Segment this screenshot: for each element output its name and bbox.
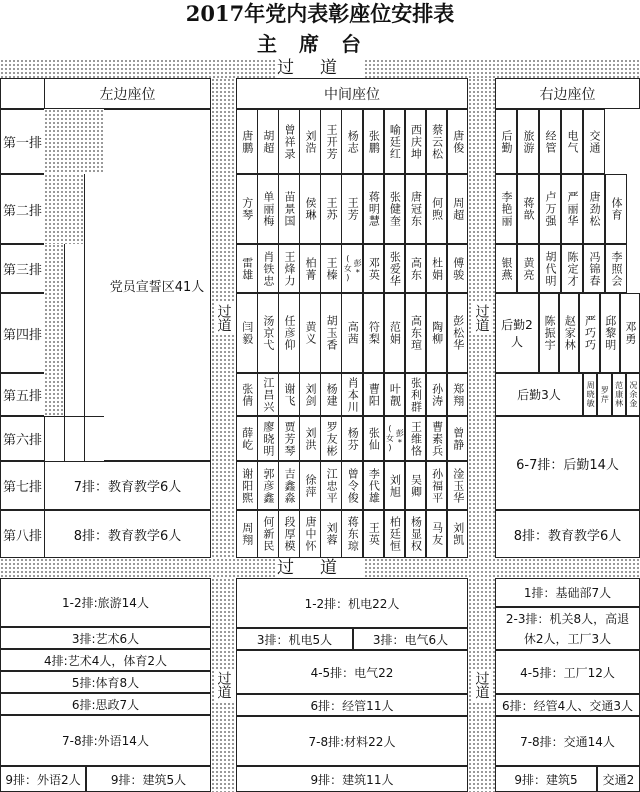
seat-name: 银燕 (500, 256, 513, 281)
seat-name: 曾静 (451, 426, 465, 451)
seat-name: 蒋东琼 (346, 516, 360, 552)
seat-name: 曹阳 (367, 382, 381, 407)
seat-name: 张利群 (409, 376, 423, 413)
seat-mid-r5-c1 (236, 373, 258, 416)
right-aisle-lower (468, 578, 495, 792)
seat-mid-r7-c5 (320, 461, 342, 510)
oath-area: 党员宣誓区41人 (104, 109, 211, 461)
seat-right-r4-c4 (559, 293, 579, 373)
seat-name: 蒋明慧 (367, 191, 381, 227)
seat-mid-r6-c7 (363, 416, 385, 461)
row-label-1: 第一排 (0, 109, 45, 174)
seat-mid-r2-c3 (278, 174, 300, 244)
seat-right-r5-c5 (583, 373, 597, 416)
seat-name: 彭*(女) (343, 254, 363, 283)
left-aisle-lower-label: 过道 (215, 671, 232, 699)
seat-mid-r1-c11 (447, 109, 469, 174)
bm-rows-4-5: 4-5排：电气22 (236, 650, 468, 694)
seat-mid-r5-c7 (363, 373, 385, 416)
right-aisle-lower-label: 过道 (473, 671, 490, 699)
seat-name: 卢万强 (544, 191, 557, 227)
row-label-4: 第四排 (0, 293, 45, 373)
seat-name: 高东 (409, 256, 423, 281)
podium-label: 主席台 (257, 32, 383, 56)
seat-mid-r4-c3 (278, 293, 300, 373)
seat-mid-r2-c8 (384, 174, 406, 244)
left-dots-r3 (44, 244, 64, 416)
bl-row-9a: 9排：外语2人 (0, 766, 86, 792)
row-label-5: 第五排 (0, 373, 45, 416)
oath-border-c (44, 416, 104, 461)
seat-name: 黄义 (304, 321, 318, 345)
seat-mid-r3-c3 (278, 244, 300, 293)
seat-right-r1-c4 (561, 109, 583, 174)
seat-name: 张倩 (240, 382, 254, 407)
seat-name: 邓英 (367, 256, 381, 281)
seat-name: 周翔 (240, 522, 254, 546)
seat-name: 杨芬 (346, 426, 360, 451)
seat-right-r2-c3 (539, 174, 561, 244)
seat-mid-r4-c9 (405, 293, 427, 373)
seat-right-r1-c3 (539, 109, 561, 174)
seat-name: 蒋歆 (522, 197, 535, 221)
top-aisle-label: 过道 (277, 58, 363, 78)
seat-name: 雷雄 (240, 256, 254, 281)
seat-name: 段厚模 (282, 516, 296, 552)
seat-mid-r4-c6 (341, 293, 363, 373)
seat-name: 李照会 (610, 250, 623, 287)
right-row8: 8排：教育教学6人 (495, 510, 640, 558)
seat-name: 杨显权 (409, 516, 423, 552)
seat-name: 胡代明 (544, 250, 557, 287)
seat-name: 彭*(女) (385, 424, 405, 453)
seat-mid-r3-c6 (341, 244, 363, 293)
seat-mid-r7-c2 (257, 461, 279, 510)
seat-name: 喻廷红 (388, 123, 402, 160)
seat-right-r1-c5 (583, 109, 605, 174)
seat-mid-r1-c8 (384, 109, 406, 174)
seat-name: 冯锦春 (588, 250, 601, 287)
left-row8: 8排：教育教学6人 (44, 510, 211, 558)
bl-row-3: 3排:艺术6人 (0, 627, 211, 649)
seat-name: 电气 (566, 129, 579, 154)
row-label-6: 第六排 (0, 416, 45, 461)
seat-mid-r7-c8 (384, 461, 406, 510)
bm-row-3a: 3排：机电5人 (236, 628, 353, 650)
br-row-6: 6排：经管4人、交通3人 (495, 694, 640, 716)
seat-mid-r7-c1 (236, 461, 258, 510)
bm-row-9: 9排：建筑11人 (236, 766, 468, 792)
seat-name: 徐萍 (304, 473, 318, 498)
seat-name: 周超 (451, 197, 465, 221)
seat-mid-r1-c3 (278, 109, 300, 174)
seat-mid-r3-c1 (236, 244, 258, 293)
br-row-1: 1排：基础部7人 (495, 578, 640, 607)
bl-row-9b: 9排：建筑5人 (86, 766, 211, 792)
right-aisle-upper (468, 78, 495, 558)
seat-mid-r8-c6 (341, 510, 363, 558)
seat-mid-r8-c11 (447, 510, 469, 558)
seat-name: 高茜 (346, 321, 360, 345)
seat-mid-r4-c2 (257, 293, 279, 373)
seat-mid-r3-c10 (426, 244, 448, 293)
right-aisle-label: 过道 (473, 304, 490, 332)
seat-mid-r5-c8 (384, 373, 406, 416)
seat-name: 唐劲松 (588, 191, 601, 227)
seat-mid-r5-c10 (426, 373, 448, 416)
seat-name: 王烽力 (282, 250, 296, 287)
seat-mid-r8-c1 (236, 510, 258, 558)
seat-name: 廖晓明 (261, 420, 275, 457)
seat-name: 黄亮 (522, 256, 535, 281)
seat-name: 方琴 (240, 197, 254, 221)
seat-name: 汤京弋 (261, 315, 275, 351)
bl-row-5: 5排:体育8人 (0, 671, 211, 693)
seat-name: 张爱华 (388, 250, 402, 287)
seat-mid-r4-c7 (363, 293, 385, 373)
seat-name: 曾令俊 (346, 467, 360, 504)
seat-mid-r1-c9 (405, 109, 427, 174)
seat-mid-r5-c11 (447, 373, 469, 416)
seat-name: 范康林 (614, 381, 624, 408)
middle-aisle (0, 558, 640, 578)
seat-name: 闫毅 (240, 321, 254, 345)
seat-name: 罗友彬 (325, 420, 339, 457)
seat-name: 刘剑 (304, 382, 318, 407)
seat-name: 吉鑫淼 (282, 467, 296, 504)
page-title: 2017年党内表彰座位安排表 (185, 1, 455, 26)
seat-mid-r1-c4 (299, 109, 321, 174)
seat-mid-r1-c5 (320, 109, 342, 174)
seat-name: 旅游 (522, 129, 535, 154)
seat-name: 罗芹 (600, 385, 610, 404)
left-aisle-label: 过道 (215, 304, 232, 332)
br-row-9a: 9排：建筑5 (495, 766, 597, 792)
seat-mid-r6-c3 (278, 416, 300, 461)
seat-name: 刘浩 (304, 129, 318, 154)
seat-name: 唐鹏 (240, 129, 254, 154)
seat-name: 肖铁忠 (261, 250, 275, 287)
seat-mid-r3-c2 (257, 244, 279, 293)
seat-right-r2-c2 (517, 174, 539, 244)
bm-rows-7-8: 7-8排:材料22人 (236, 716, 468, 766)
right-section-header: 右边座位 (495, 78, 640, 109)
seat-name: 傅骏 (451, 256, 465, 281)
seat-name: 王英 (367, 522, 381, 546)
seat-mid-r1-c1 (236, 109, 258, 174)
seat-name: 符梨 (367, 321, 381, 345)
br-rows-7-8: 7-8排：交通14人 (495, 716, 640, 766)
br-rows-2-3: 2-3排：机关8人，高退休2人，工厂3人 (495, 607, 640, 650)
left-dots-r1 (44, 109, 104, 174)
right-row6-7: 6-7排：后勤14人 (495, 416, 640, 510)
seat-mid-r8-c4 (299, 510, 321, 558)
seat-mid-r2-c10 (426, 174, 448, 244)
seat-mid-r8-c2 (257, 510, 279, 558)
seat-mid-r5-c2 (257, 373, 279, 416)
br-row-9b: 交通2 (597, 766, 640, 792)
seat-name: 唐俊 (451, 129, 465, 154)
seat-name: 刘洪 (304, 426, 318, 451)
seat-name: 唐中怀 (304, 516, 318, 552)
seat-name: 高东瑄 (409, 315, 423, 351)
seat-name: 彭松华 (451, 315, 465, 351)
seat-right-r2-c1 (495, 174, 517, 244)
seat-name: 交通 (588, 129, 601, 154)
seat-mid-r5-c5 (320, 373, 342, 416)
seat-mid-r8-c8 (384, 510, 406, 558)
seat-mid-r7-c7 (363, 461, 385, 510)
seat-name: 吴卿 (409, 473, 423, 498)
seat-mid-r4-c1 (236, 293, 258, 373)
seat-name: 单丽梅 (261, 191, 275, 227)
seat-mid-r3-c11 (447, 244, 469, 293)
seat-right-r3-c1 (495, 244, 517, 293)
top-aisle (0, 59, 640, 78)
seat-right-r4-c5 (579, 293, 599, 373)
seat-name: 马友 (430, 522, 444, 546)
seat-name: 王维恪 (409, 420, 423, 457)
seat-name: 郭彦鑫 (261, 467, 275, 504)
seat-name: 张鹏 (367, 129, 381, 154)
bm-row-6: 6排：经管11人 (236, 694, 468, 716)
seat-name: 孙涛 (430, 382, 444, 407)
seat-name: 王开芳 (325, 123, 339, 160)
seat-mid-r3-c9 (405, 244, 427, 293)
seat-name: 周晓敏 (586, 381, 596, 408)
seat-mid-r4-c10 (426, 293, 448, 373)
seat-mid-r2-c2 (257, 174, 279, 244)
seat-name: 叶靓 (388, 382, 402, 407)
seat-name: 邓勇 (623, 321, 637, 345)
seat-name: 胡超 (261, 129, 275, 154)
left-aisle-lower (211, 578, 236, 792)
seat-right-r1-c1 (495, 109, 517, 174)
seat-mid-r2-c7 (363, 174, 385, 244)
corner-cell (0, 78, 45, 109)
seat-name: 陈振宇 (543, 315, 557, 351)
row-label-2: 第二排 (0, 174, 45, 244)
seat-mid-r2-c4 (299, 174, 321, 244)
seat-mid-r4-c4 (299, 293, 321, 373)
seat-right-r5-c8 (626, 373, 640, 416)
seat-name: 范娟 (388, 321, 402, 345)
seat-name: 体育 (610, 197, 623, 221)
seat-right-r3-c5 (583, 244, 605, 293)
seat-mid-r8-c5 (320, 510, 342, 558)
seat-name: 孙福平 (430, 467, 444, 504)
seat-mid-r6-c9 (405, 416, 427, 461)
seat-name: 肖本川 (346, 376, 360, 413)
seat-name: 王芳 (346, 197, 360, 221)
seat-mid-r3-c7 (363, 244, 385, 293)
seat-mid-r3-c4 (299, 244, 321, 293)
seat-mid-r2-c11 (447, 174, 469, 244)
seat-mid-r7-c11 (447, 461, 469, 510)
seat-name: 何新民 (261, 516, 275, 552)
seat-name: 江昌兴 (261, 376, 275, 413)
right-row4-houqin: 后勤2人 (495, 293, 539, 373)
seat-name: 江忠平 (325, 467, 339, 504)
seat-mid-r5-c4 (299, 373, 321, 416)
seat-right-r4-c7 (620, 293, 640, 373)
seat-mid-r1-c6 (341, 109, 363, 174)
seat-name: 侯琳 (304, 197, 318, 221)
bl-rows-1-2: 1-2排:旅游14人 (0, 578, 211, 627)
seat-name: 柏菁 (304, 256, 318, 281)
seat-right-r5-c6 (597, 373, 611, 416)
seat-mid-r6-c2 (257, 416, 279, 461)
seat-right-r3-c3 (539, 244, 561, 293)
bl-row-4: 4排:艺术4人，体育2人 (0, 649, 211, 671)
bm-row-3b: 3排：电气6人 (353, 628, 468, 650)
seat-name: 刘凯 (451, 522, 465, 546)
seat-name: 曹素兵 (430, 420, 444, 457)
seat-name: 赵家林 (563, 315, 577, 351)
seat-name: 严巧巧 (583, 315, 597, 351)
seat-name: 谢飞 (282, 382, 296, 407)
seat-mid-r2-c5 (320, 174, 342, 244)
seat-mid-r6-c11 (447, 416, 469, 461)
seat-mid-r8-c9 (405, 510, 427, 558)
seat-mid-r7-c4 (299, 461, 321, 510)
seat-mid-r5-c6 (341, 373, 363, 416)
seat-mid-r7-c6 (341, 461, 363, 510)
seat-mid-r1-c7 (363, 109, 385, 174)
seat-name: 胡玉香 (325, 315, 339, 351)
seat-mid-r6-c1 (236, 416, 258, 461)
seat-name: 邱黎明 (603, 315, 617, 351)
seat-name: 任彦仰 (282, 315, 296, 351)
bl-row-6: 6排:思政7人 (0, 693, 211, 715)
seat-name: 苗景国 (282, 191, 296, 227)
seat-mid-r8-c7 (363, 510, 385, 558)
seat-name: 杜娟 (430, 256, 444, 281)
seat-name: 张仙 (367, 426, 381, 451)
seat-name: 唐冠东 (409, 191, 423, 227)
seat-name: 王苏 (325, 197, 339, 221)
seat-right-r3-c6 (605, 244, 627, 293)
seat-name: 李艳丽 (500, 191, 513, 227)
seat-name: 贾芳琴 (282, 420, 296, 457)
seat-mid-r7-c10 (426, 461, 448, 510)
seat-mid-r4-c5 (320, 293, 342, 373)
seat-name: 刘蓉 (325, 522, 339, 546)
seat-mid-r7-c9 (405, 461, 427, 510)
seat-name: 陈定才 (566, 250, 579, 287)
seat-right-r2-c5 (583, 174, 605, 244)
row-label-3: 第三排 (0, 244, 45, 293)
middle-aisle-label: 过道 (277, 558, 363, 578)
seat-mid-r2-c6 (341, 174, 363, 244)
seat-name: 柏廷恒 (388, 516, 402, 552)
bm-rows-1-2: 1-2排：机电22人 (236, 578, 468, 628)
seat-name: 西庆坤 (409, 123, 423, 160)
seat-mid-r2-c1 (236, 174, 258, 244)
seat-mid-r5-c9 (405, 373, 427, 416)
seat-mid-r6-c6 (341, 416, 363, 461)
left-dots-r2 (44, 174, 84, 244)
seat-mid-r1-c2 (257, 109, 279, 174)
seat-mid-r6-c10 (426, 416, 448, 461)
seat-mid-r4-c8 (384, 293, 406, 373)
seat-mid-r6-c4 (299, 416, 321, 461)
br-rows-4-5: 4-5排：工厂12人 (495, 650, 640, 694)
seat-name: 薛屹 (240, 426, 254, 451)
seat-right-r5-c7 (612, 373, 626, 416)
seat-mid-r8-c10 (426, 510, 448, 558)
seat-right-r4-c3 (539, 293, 559, 373)
row-label-7: 第七排 (0, 461, 45, 510)
seat-right-r3-c4 (561, 244, 583, 293)
seat-mid-r7-c3 (278, 461, 300, 510)
seat-mid-r5-c3 (278, 373, 300, 416)
left-row7: 7排：教育教学6人 (44, 461, 211, 510)
row-label-8: 第八排 (0, 510, 45, 558)
seat-mid-r3-c5 (320, 244, 342, 293)
seat-name: 刘旭 (388, 473, 402, 498)
seat-right-r1-c2 (517, 109, 539, 174)
seat-mid-r6-c5 (320, 416, 342, 461)
seat-name: 谢阳熙 (240, 467, 254, 504)
seat-name: 杨建 (325, 382, 339, 407)
seat-right-r2-c6 (605, 174, 627, 244)
right-row5-houqin: 后勤3人 (495, 373, 583, 416)
seat-name: 陶柳 (430, 321, 444, 345)
seat-mid-r2-c9 (405, 174, 427, 244)
seat-name: 况余金 (628, 381, 638, 408)
seat-name: 经管 (544, 129, 557, 154)
seat-mid-r4-c11 (447, 293, 469, 373)
left-section-header: 左边座位 (44, 78, 211, 109)
seat-name: 李代雄 (367, 467, 381, 504)
seat-name: 曾祥录 (282, 123, 296, 160)
seat-right-r4-c6 (600, 293, 620, 373)
seat-mid-r3-c8 (384, 244, 406, 293)
left-aisle-upper (211, 78, 236, 558)
seat-name: 王榛 (325, 256, 339, 281)
seat-name: 蔡云松 (430, 123, 444, 160)
seat-name: 郑翔 (451, 382, 465, 407)
seat-name: 严丽华 (566, 191, 579, 227)
bl-rows-7-8: 7-8排:外语14人 (0, 715, 211, 766)
seat-name: 淦玉华 (451, 467, 465, 504)
seat-right-r2-c4 (561, 174, 583, 244)
seat-name: 何煦 (430, 197, 444, 221)
seat-name: 杨志 (346, 129, 360, 154)
middle-section-header: 中间座位 (236, 78, 468, 109)
seat-mid-r1-c10 (426, 109, 448, 174)
seat-name: 后勤 (500, 129, 513, 154)
seat-right-r3-c2 (517, 244, 539, 293)
seat-name: 张健奎 (388, 191, 402, 227)
seat-mid-r8-c3 (278, 510, 300, 558)
seat-mid-r6-c8 (384, 416, 406, 461)
